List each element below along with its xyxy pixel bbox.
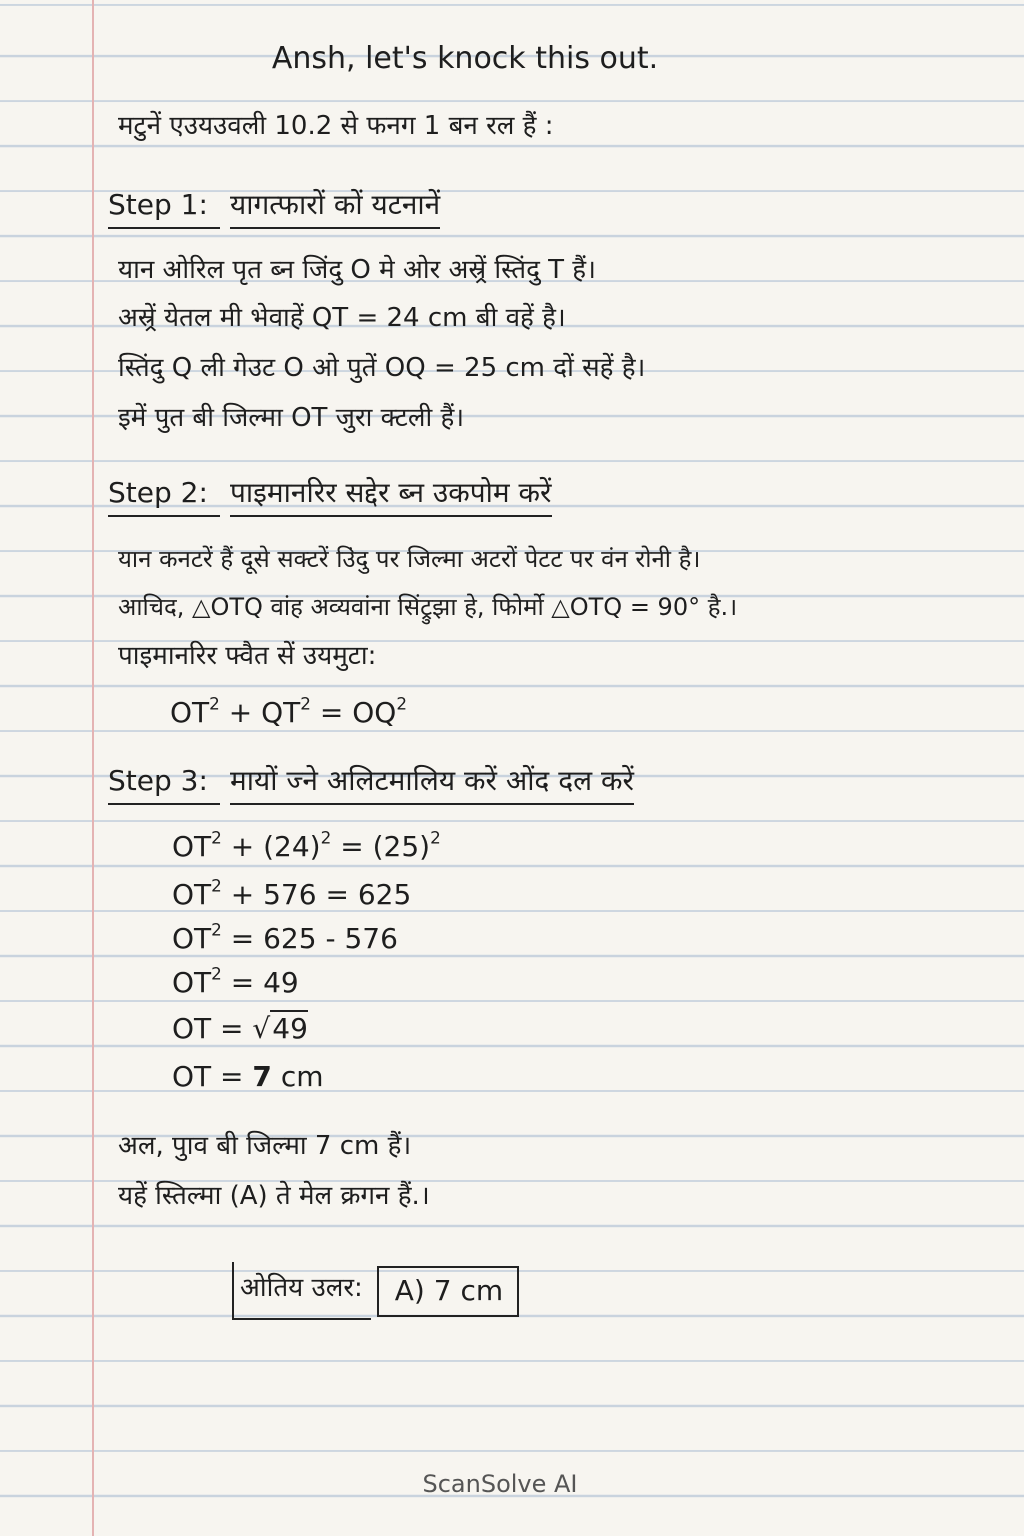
eq2-rest: + 576 = 625 <box>230 878 412 911</box>
margin-line <box>92 0 94 1536</box>
eq3-exp: 2 <box>211 919 222 940</box>
eq1-exp-a: 2 <box>211 827 222 848</box>
step2-line-1: यान कनटरें हैं दूसे सक्टरें उिंदु पर जिल्मा अटरों पेटट पर वंन रोनी है। <box>118 545 701 573</box>
step1-label: Step 1: <box>108 190 220 229</box>
answer-box: A) 7 cm <box>377 1266 519 1317</box>
eq4-rest: = 49 <box>230 966 299 999</box>
formula-exp-3: 2 <box>396 693 408 714</box>
eq1-equals: = <box>340 830 364 863</box>
eq6-unit: cm <box>280 1060 324 1093</box>
step1-line-3: स्तिंदु Q ली गेउट O ओ पुतें OQ = 25 cm दों सहें है। <box>118 353 646 383</box>
equation-6 <box>172 1062 323 1093</box>
formula-exp-1: 2 <box>209 693 220 714</box>
step2-line-3: पाइमानरिर फ्वैत सें उयमुटा: <box>118 641 377 671</box>
eq3-rest: = 625 - 576 <box>230 922 398 955</box>
page-title: Ansh, let's knock this out. <box>271 41 659 76</box>
eq1-term-a: OT <box>172 830 212 863</box>
equation-2 <box>172 875 412 911</box>
eq3-term-a: OT <box>172 922 212 955</box>
formula-exp-2: 2 <box>300 693 311 714</box>
eq1-plus: + <box>230 830 255 863</box>
eq2-exp: 2 <box>211 875 222 896</box>
eq1-term-b: (24) <box>263 830 321 863</box>
step2-line-2: आचिद, △OTQ वांह अव्यवांना सिंट्रुझा हे, फिोर्मो △OTQ = 90° है.। <box>118 593 738 621</box>
eq1-term-c: (25) <box>372 830 431 863</box>
step3-label: Step 3: <box>108 766 220 805</box>
step2-label: Step 2: <box>108 478 220 517</box>
formula-plus: + <box>228 696 253 729</box>
conclusion-line-1: अल, पुाव बी जिल्मा 7 cm हैं। <box>118 1131 412 1161</box>
eq2-term-a: OT <box>172 878 212 911</box>
equation-1 <box>172 827 441 863</box>
equation-3 <box>172 919 398 955</box>
eq5-lhs: OT = <box>172 1012 244 1045</box>
eq4-exp: 2 <box>211 963 222 984</box>
answer-label: ओतिय उलर: <box>232 1262 371 1320</box>
step1-line-4: इमें पुत बी जिल्मा OT जुरा क्टली हैं। <box>118 403 465 433</box>
eq1-exp-c: 2 <box>430 827 441 848</box>
formula-qt: QT <box>261 696 301 729</box>
eq6-lhs: OT = <box>172 1060 244 1093</box>
step2-title: पाइमानरिर सद्देर ब्न उकपोम करें <box>230 476 552 517</box>
formula-equals: = <box>319 696 344 729</box>
conclusion-line-2: यहें स्तिल्मा (A) ते मेल क्रगन हैं.। <box>118 1181 430 1211</box>
equation-4 <box>172 963 299 999</box>
step3-heading <box>108 766 634 805</box>
step2-heading <box>108 478 552 517</box>
step3-title: मायों ज्ने अलिटमालिय करें ओंद दल करें <box>230 764 634 805</box>
intro-line: मटुनें एउयउवली 10.2 से फनग 1 बन रल हैं : <box>118 111 554 141</box>
eq1-exp-b: 2 <box>320 827 332 848</box>
footer-brand: ScanSolve AI <box>422 1470 578 1498</box>
eq4-term-a: OT <box>172 966 212 999</box>
formula-ot: OT <box>170 696 210 729</box>
eq6-value: 7 <box>252 1060 272 1093</box>
step1-line-2: अस्र्रें येतल मी भेवाहें QT = 24 cm बी वहें है। <box>118 303 566 333</box>
step1-title: यागत्फारों कों यटनानें <box>230 188 440 229</box>
pythagoras-formula <box>170 693 408 729</box>
final-answer <box>232 1262 519 1320</box>
eq5-radicand: 49 <box>272 1012 308 1045</box>
equation-5 <box>172 1014 308 1045</box>
square-root-icon: √ <box>252 1012 271 1045</box>
step1-heading <box>108 190 440 229</box>
step1-line-1: यान ओरिल पृत ब्न जिंदु O मे ओर अस्र्रें स्तिंदु T हैं। <box>118 255 596 285</box>
formula-oq: OQ <box>352 696 397 729</box>
